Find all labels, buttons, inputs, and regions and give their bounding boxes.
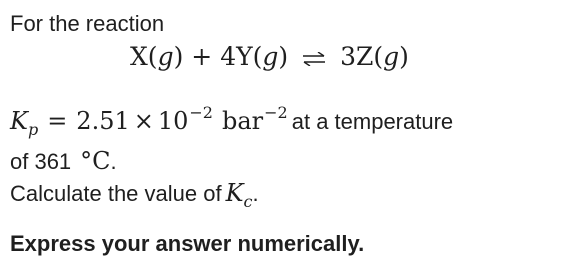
- product-z: 3Z(g): [340, 42, 409, 71]
- reactant-x: X(g): [130, 42, 184, 71]
- plus-sign: +: [191, 42, 213, 71]
- calculate-statement: Calculate the value of $K_c$.: [10, 179, 259, 211]
- temperature-statement: of 361 °C.: [10, 147, 117, 175]
- temperature-value: of 361: [10, 149, 72, 174]
- answer-instruction: Express your answer numerically.: [10, 231, 365, 256]
- calculate-text: Calculate the value of: [10, 181, 222, 206]
- problem-intro: For the reaction: [10, 11, 165, 36]
- reaction-equation: [130, 44, 409, 69]
- equilibrium-arrow-icon: [302, 52, 326, 66]
- kp-suffix: at a temperature: [291, 109, 454, 134]
- temperature-unit: °C: [80, 147, 111, 175]
- reactant-y: 4Y(g): [220, 42, 289, 71]
- kp-statement: [10, 103, 454, 139]
- kc-symbol: $K_c$: [225, 179, 253, 211]
- kp-expression: $K_p = 2.51 \times 10^{-2}$ bar$^{-2}$: [10, 103, 288, 139]
